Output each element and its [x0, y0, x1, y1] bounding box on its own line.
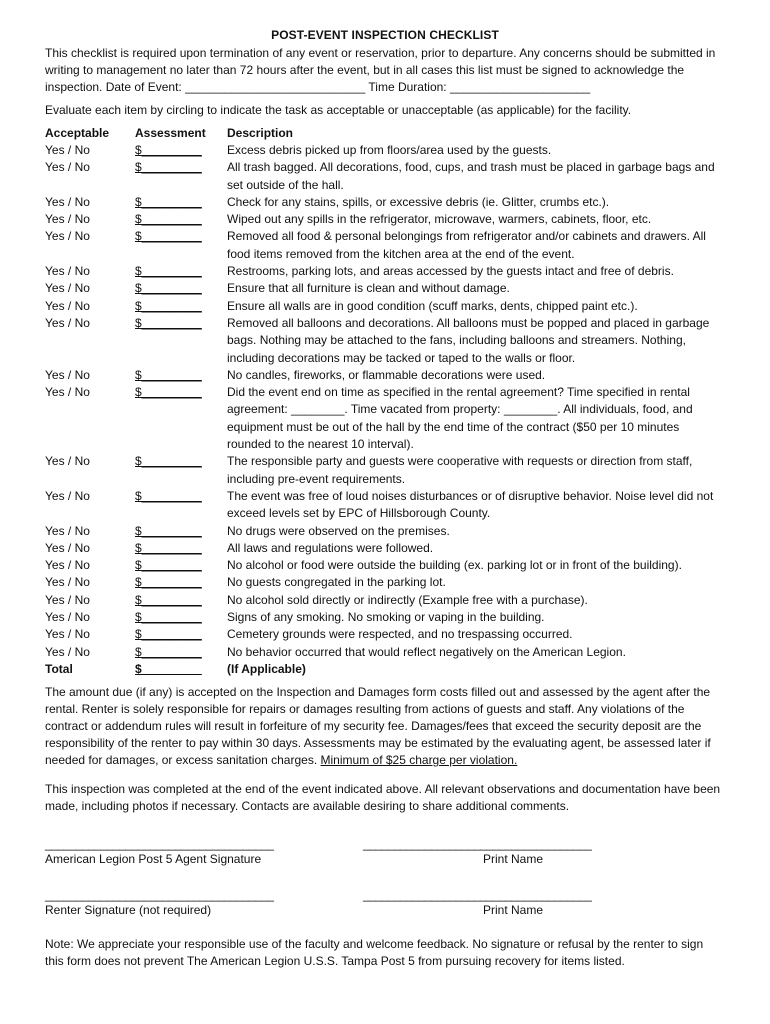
header-description: Description: [227, 126, 294, 140]
assessment-amount[interactable]: $_________: [135, 627, 202, 642]
item-description: Excess debris picked up from floors/area used by the guests.: [227, 143, 552, 157]
yes-no-choice[interactable]: Yes / No: [45, 281, 90, 296]
item-description: All trash bagged. All decorations, food, cups, and trash must be placed in garbage bags and set outside of the hall.: [227, 160, 715, 192]
checklist-item: [45, 315, 725, 367]
yes-no-choice[interactable]: Yes / No: [45, 523, 90, 538]
yes-no-choice[interactable]: Yes / No: [45, 212, 90, 227]
yes-no-choice[interactable]: Yes / No: [45, 298, 90, 313]
assessment-amount[interactable]: $_________: [135, 143, 202, 157]
item-description: Check for any stains, spills, or excessive debris (ie. Glitter, crumbs etc.).: [227, 194, 610, 209]
checklist-item: [45, 644, 725, 661]
assessment-amount[interactable]: $_________: [135, 610, 202, 625]
renter-print-name-line[interactable]: _____________________________________: [363, 888, 592, 903]
renter-signature-line[interactable]: _____________________________________: [45, 888, 274, 903]
yes-no-choice[interactable]: Yes / No: [45, 229, 90, 244]
yes-no-choice[interactable]: Yes / No: [45, 367, 90, 382]
checklist-item: [45, 367, 725, 384]
item-description: No candles, fireworks, or flammable decorations were used.: [227, 367, 546, 382]
item-description: Removed all food & personal belongings from refrigerator and/or cabinets and drawers. All food items removed from the kitchen area at the end of the event.: [227, 229, 706, 261]
agent-signature-line[interactable]: _____________________________________: [45, 837, 274, 852]
item-description: No alcohol or food were outside the building (ex. parking lot or in front of the building).: [227, 558, 682, 573]
assessment-amount[interactable]: $_________: [135, 523, 202, 538]
yes-no-choice[interactable]: Yes / No: [45, 454, 90, 469]
assessment-amount[interactable]: $_________: [135, 229, 202, 244]
amount-due-text: The amount due (if any) is accepted on the Inspection and Damages form costs filled out and assessed by the agent after the rental. Renter is solely responsible for repairs or damages resulting from actions of guests and staff. Any violations of the contract or addendum rules will result in forfeiture of my security fee. Damages/fees that exceed the security deposit are the responsibility of the renter to pay within 30 days. Assessments may be estimated by the evaluating agent, be assessed later if needed for damages, or excess sanitation charges.: [45, 685, 711, 768]
checklist-item: [45, 228, 725, 263]
item-description: No behavior occurred that would reflect negatively on the American Legion.: [227, 644, 626, 659]
yes-no-choice[interactable]: Yes / No: [45, 264, 90, 279]
checklist-item: [45, 194, 725, 211]
yes-no-choice[interactable]: Yes / No: [45, 644, 90, 659]
intro-paragraph: This checklist is required upon termination of any event or reservation, prior to departure. Any concerns should be submitted in writing to management no later than 72 hours after the event, but in all cases this list must be signed to acknowledge the inspection. Date of Event: ___________________________ Time Duration: _____________________: [45, 46, 716, 94]
item-description: The event was free of loud noises disturbances or of disruptive behavior. Noise level did not exceed levels set by EPC of Hillsborough County.: [227, 488, 714, 521]
assessment-amount[interactable]: $_________: [135, 385, 202, 400]
total-note: (If Applicable): [227, 661, 306, 676]
yes-no-choice[interactable]: Yes / No: [45, 592, 90, 607]
item-description: No guests congregated in the parking lot.: [227, 575, 446, 590]
assessment-amount[interactable]: $_________: [135, 212, 202, 227]
assessment-amount[interactable]: $_________: [135, 540, 202, 555]
evaluate-instructions: Evaluate each item by circling to indicate the task as acceptable or unacceptable (as applicable) for the facility.: [45, 103, 632, 117]
checklist-item: [45, 159, 725, 194]
item-description: The responsible party and guests were cooperative with requests or direction from staff, including pre-event requirements.: [227, 454, 693, 486]
assessment-amount[interactable]: $_________: [135, 264, 202, 279]
total-row: [45, 661, 725, 678]
yes-no-choice[interactable]: Yes / No: [45, 315, 90, 330]
assessment-amount[interactable]: $_________: [135, 644, 202, 659]
yes-no-choice[interactable]: Yes / No: [45, 627, 90, 642]
item-description: Ensure all walls are in good condition (scuff marks, dents, chipped paint etc.).: [227, 298, 638, 313]
assessment-amount[interactable]: $_________: [135, 315, 202, 330]
item-description: Restrooms, parking lots, and areas accessed by the guests intact and free of debris.: [227, 264, 674, 279]
yes-no-choice[interactable]: Yes / No: [45, 558, 90, 573]
assessment-amount[interactable]: $_________: [135, 281, 202, 296]
agent-signature-row: [45, 837, 725, 867]
checklist-item: [45, 488, 725, 523]
assessment-amount[interactable]: $_________: [135, 298, 202, 313]
item-description: Ensure that all furniture is clean and without damage.: [227, 281, 510, 296]
assessment-amount[interactable]: $_________: [135, 454, 202, 469]
item-description: No drugs were observed on the premises.: [227, 523, 450, 538]
assessment-amount[interactable]: $_________: [135, 575, 202, 590]
item-description: Cemetery grounds were respected, and no trespassing occurred.: [227, 627, 573, 642]
assessment-amount[interactable]: $_________: [135, 194, 202, 209]
item-description: All laws and regulations were followed.: [227, 540, 434, 555]
yes-no-choice[interactable]: Yes / No: [45, 488, 90, 503]
total-label: Total: [45, 661, 73, 676]
assessment-amount[interactable]: $_________: [135, 592, 202, 607]
agent-print-name-label: Print Name: [482, 852, 544, 867]
checklist-item: [45, 211, 725, 228]
checklist-item: [45, 574, 725, 591]
assessment-amount[interactable]: $_________: [135, 558, 202, 573]
item-description: Removed all balloons and decorations. All balloons must be popped and placed in garbage bags. Nothing may be attached to the fans, including balloons and streamers. Nothing, including decorations may be tacked or taped to the walls or floor.: [227, 315, 710, 365]
checklist-item: [45, 540, 725, 557]
yes-no-choice[interactable]: Yes / No: [45, 160, 90, 175]
item-description: Signs of any smoking. No smoking or vaping in the building.: [227, 610, 545, 625]
checklist-item: [45, 263, 725, 280]
yes-no-choice[interactable]: Yes / No: [45, 143, 90, 157]
yes-no-choice[interactable]: Yes / No: [45, 194, 90, 209]
checklist-item: [45, 453, 725, 488]
assessment-amount[interactable]: $_________: [135, 488, 202, 503]
inspection-paragraph: This inspection was completed at the end of the event indicated above. All relevant observations and documentation have been made, including photos if necessary. Contacts are available desiring to share additional comments.: [45, 782, 721, 814]
item-description: Did the event end on time as specified in the rental agreement? Time specified in rental agreement: ________. Time vacated from property: ________. All individuals, food, and equipment must be out of the hall by the end time of the contract ($50 per 10 minutes rounded to the nearest 10 interval).: [227, 385, 693, 452]
yes-no-choice[interactable]: Yes / No: [45, 575, 90, 590]
checklist-item: [45, 609, 725, 626]
renter-signature-label: Renter Signature (not required): [45, 903, 212, 918]
header-acceptable: Acceptable: [45, 126, 110, 140]
checklist-item: [45, 557, 725, 574]
checklist-page: [45, 28, 725, 970]
page-title: POST-EVENT INSPECTION CHECKLIST: [271, 28, 499, 42]
yes-no-choice[interactable]: Yes / No: [45, 610, 90, 625]
total-amount[interactable]: $_________: [135, 661, 202, 676]
yes-no-choice[interactable]: Yes / No: [45, 540, 90, 555]
signature-section: [45, 837, 725, 918]
item-description: No alcohol sold directly or indirectly (Example free with a purchase).: [227, 592, 588, 607]
checklist-rows: [45, 142, 725, 678]
agent-print-name-line[interactable]: _____________________________________: [363, 837, 592, 852]
footer-note: Note: We appreciate your responsible use of the faculty and welcome feedback. No signature or refusal by the renter to sign this form does not prevent The American Legion U.S.S. Tampa Post 5 from pursuing recovery for items listed.: [45, 937, 704, 969]
checklist-item: [45, 142, 725, 159]
item-description: Wiped out any spills in the refrigerator, microwave, warmers, cabinets, floor, etc.: [227, 212, 652, 227]
amount-due-paragraph: [45, 684, 725, 769]
yes-no-choice[interactable]: Yes / No: [45, 385, 90, 400]
assessment-amount[interactable]: $_________: [135, 160, 202, 175]
checklist-header: [45, 125, 725, 142]
checklist-item: [45, 592, 725, 609]
renter-signature-row: [45, 888, 725, 918]
checklist-item: [45, 280, 725, 297]
checklist-item: [45, 298, 725, 315]
checklist-item: [45, 384, 725, 453]
agent-signature-label: American Legion Post 5 Agent Signature: [45, 852, 262, 867]
renter-print-name-label: Print Name: [482, 903, 544, 918]
assessment-amount[interactable]: $_________: [135, 367, 202, 382]
checklist-item: [45, 626, 725, 643]
minimum-charge-text: Minimum of $25 charge per violation.: [320, 753, 518, 768]
header-assessment: Assessment: [135, 126, 206, 140]
checklist-item: [45, 523, 725, 540]
